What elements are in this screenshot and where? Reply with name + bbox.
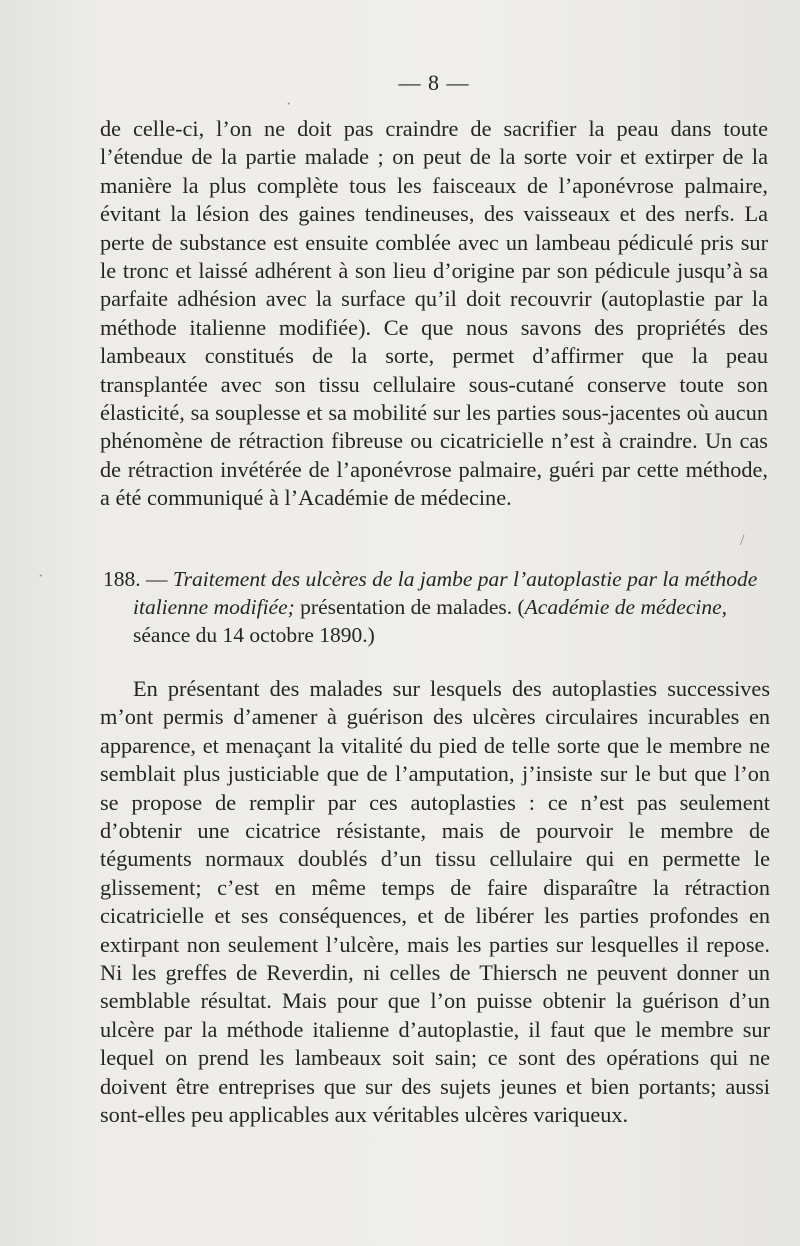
paragraph-continuation: de celle-ci, l’on ne doit pas craindre de sacrifier la peau dans toute l’étendue de la partie malade ; on peut de la sorte voir et extirper de la manière la plus complète tous les faisceaux de l’aponévrose palmaire, évitant la lésion des gaines tendineuses, des vaisseaux et des nerfs. La perte de substance est ensuite comblée avec un lambeau pédiculé pris sur le tronc et laissé adhérent à son lieu d’origine par son pédicule jusqu’à sa parfaite adhésion avec la surface qu’il doit recouvrir (autoplastie par la méthode italienne modifiée). Ce que nous savons des propriétés des lambeaux constitués de la sorte, permet d’affirmer que la peau transplantée avec son tissu cellulaire sous-cutané conserve toute son élasticité, sa souplesse et sa mobilité sur les parties sous-jacentes où aucun phénomène de rétraction fibreuse ou cicatricielle n’est à craindre. Un cas de rétraction invétérée de l’aponévrose palmaire, guéri par cette méthode, a été communiqué à l’Académie de médecine. [100,116,768,511]
entry-presentation: présentation de malades. [300,595,513,619]
print-speck-margin: · [38,568,44,585]
paragraph-body: En présentant des malades sur lesquels des autoplasties successives m’ont permis d’amener à guérison des ulcères circulaires incurables en apparence, et menaçant la vitalité du pied de telle sorte que le membre ne semblait plus justiciable que de l’amputation, j’insiste sur le but que l’on se propose de remplir par ces autoplasties : ce n’est pas seulement d’obtenir une cicatrice résistante, mais de pourvoir le membre de téguments normaux doublés d’un tissu cellulaire qui en permette le glissement; c’est en même temps de faire disparaître la rétraction cicatricielle et ses conséquences, et de libérer les parties profondes en extirpant non seulement l’ulcère, mais les parties sur lesquelles il repose. Ni les greffes de Reverdin, ni celles de Thiersch ne peuvent donner un semblable résultat. Mais pour que l’on puisse obtenir la guérison d’un ulcère par la méthode italienne d’autoplastie, il faut que le membre sur lequel on prend les lambeaux soit sain; ce sont des opérations qui ne doivent être entreprises que sur des sujets jeunes et bien portants; aussi sont-elles peu applicables aux véritables ulcères variqueux. [100,676,770,1128]
entry-number: 188. [103,567,141,591]
entry-title-continued: italienne modifiée; [133,595,295,619]
entry-title: Traitement des ulcères de la jambe par l’autoplastie par la méthode [172,567,758,591]
page-number: — 8 — [398,70,470,95]
entry-source: Académie de médecine, [524,595,728,619]
entry-line-1 [103,565,768,593]
print-speck: · [286,96,292,113]
bibliography-entry-188 [103,565,768,649]
entry-line-2: italienne modifiée; présentation de malades. (Académie de médecine, [133,595,728,619]
print-mark: / [740,532,745,549]
entry-date: séance du 14 octobre 1890.) [133,623,375,647]
entry-dash: — [146,567,168,591]
entry-line-3 [103,621,768,649]
